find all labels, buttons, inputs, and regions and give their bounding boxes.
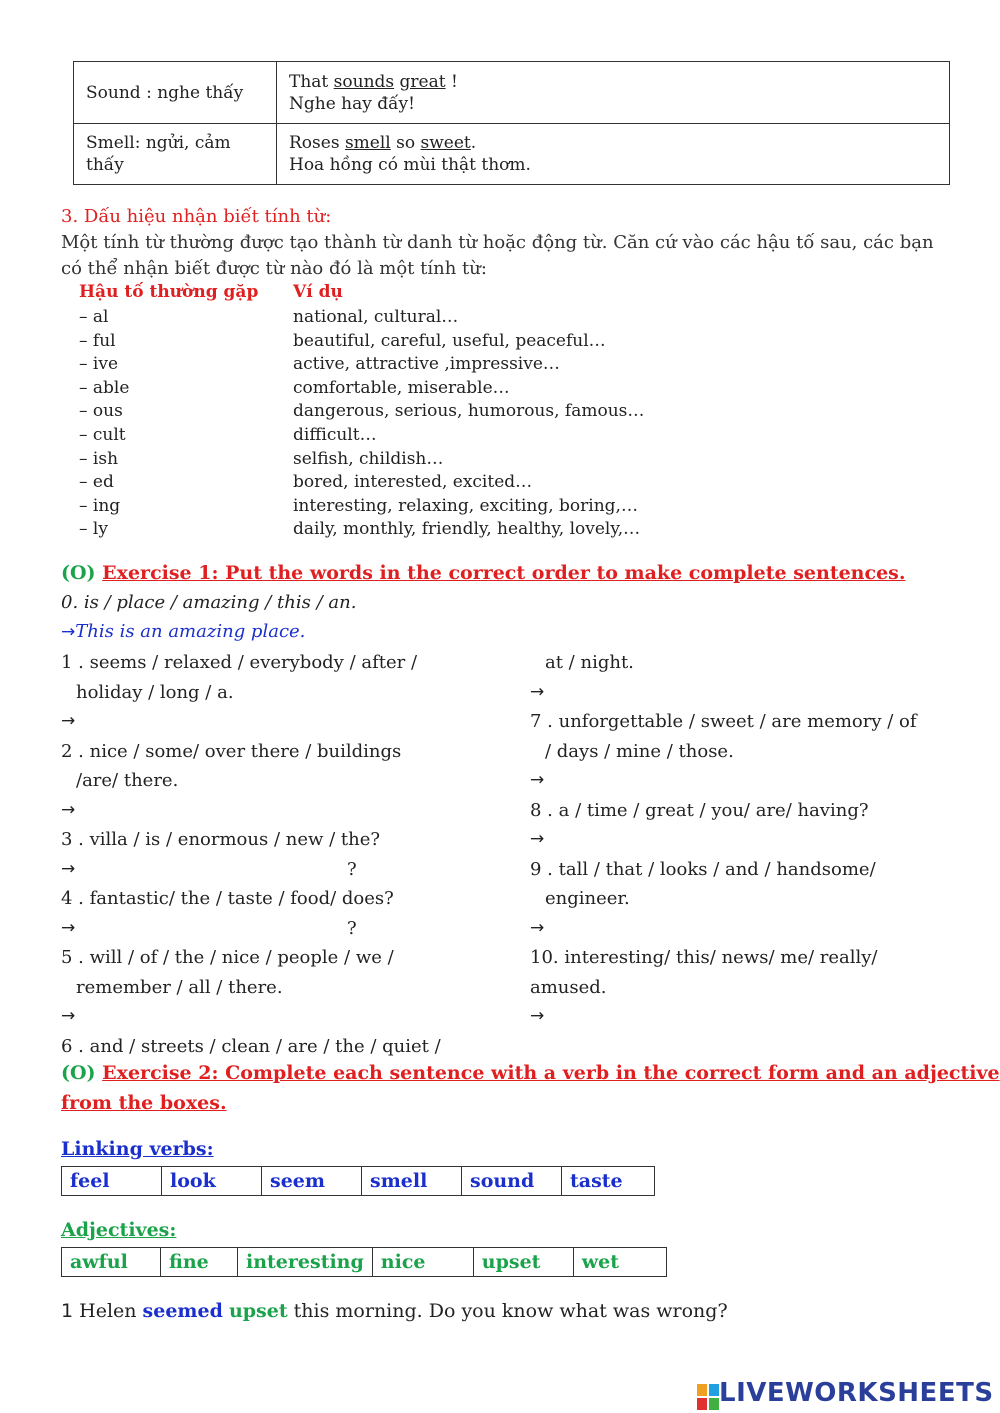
suffix-item: – al (79, 307, 109, 327)
exercise-title-text: Exercise 1: Put the words in the correct order to make complete sentences. (102, 562, 906, 584)
linking-verb-table (73, 61, 950, 185)
example-column-header: Ví dụ (293, 282, 343, 302)
question-10: 10. interesting/ this/ news/ me/ really/ (530, 947, 878, 968)
translation-text: Nghe hay đấy! (289, 93, 415, 114)
exercise2-title (61, 1062, 1000, 1084)
suffix-item: – ed (79, 472, 114, 493)
question-9: 9 . tall / that / looks / and / handsome/ (530, 858, 876, 880)
suffix-column-header: Hậu tố thường gặp (79, 282, 259, 302)
question-1: 1 . seems / relaxed / everybody / after / (61, 652, 418, 673)
suffix-item: – ly (79, 519, 108, 540)
word-cell: fine (161, 1248, 238, 1277)
example-text: . (470, 133, 477, 153)
suffix-item: – ive (79, 354, 119, 375)
example-text: Roses (289, 133, 345, 153)
word-cell: smell (362, 1167, 462, 1196)
exercise2-sentence-1 (61, 1298, 728, 1324)
example-text: That (289, 71, 334, 92)
sentence-text: Helen (73, 1300, 143, 1322)
answer-arrow-icon: → (530, 770, 545, 790)
answer-arrow-icon: → (61, 711, 76, 731)
word-cell: awful (62, 1248, 161, 1277)
adjectives-box (61, 1247, 667, 1277)
question-mark: ? (347, 917, 357, 939)
suffix-examples: dangerous, serious, humorous, famous… (293, 401, 645, 422)
exercise-tag: (O) (61, 1062, 103, 1084)
question-2-cont: /are/ there. (76, 770, 179, 791)
suffix-examples: daily, monthly, friendly, healthy, lovely,… (293, 519, 641, 540)
liveworksheets-logo[interactable] (697, 1378, 994, 1410)
answer-arrow-icon: → (530, 1006, 545, 1026)
answer-arrow-icon: → (530, 681, 545, 702)
section-heading: 3. Dấu hiệu nhận biết tính từ: (61, 206, 332, 227)
exercise-title-text: Exercise 2: Complete each sentence with a verb in the correct form and an adjective (102, 1062, 1000, 1084)
suffix-item: – able (79, 377, 130, 398)
suffix-examples: difficult… (293, 425, 377, 445)
question-6: 6 . and / streets / clean / are / the / quiet / (61, 1035, 441, 1057)
question-4: 4 . fantastic/ the / taste / food/ does? (61, 888, 394, 909)
question-1-cont: holiday / long / a. (76, 681, 234, 703)
question-5-cont: remember / all / there. (76, 976, 283, 998)
answer-arrow-icon: → (530, 917, 545, 938)
question-mark: ? (347, 858, 357, 880)
answer-arrow-icon: → (61, 799, 76, 820)
example-cell (277, 124, 950, 185)
example-cell (277, 62, 950, 124)
example-text: ! (445, 71, 458, 92)
suffix-item: – ful (79, 330, 116, 351)
table-row (74, 62, 950, 124)
sentence-number: 1 (61, 1300, 74, 1322)
example-answer-text: This is an amazing place. (75, 621, 306, 642)
word-cell: seem (262, 1167, 362, 1196)
answer-arrow-icon: → (61, 1006, 76, 1026)
table-row (74, 124, 950, 185)
answer-adjective: upset (228, 1300, 288, 1322)
exercise-tag: (O) (61, 562, 103, 584)
exercise1-title (61, 562, 905, 584)
example-text: so (390, 133, 421, 153)
question-7-cont: / days / mine / those. (545, 740, 734, 762)
suffix-examples: selfish, childish… (293, 448, 444, 469)
answer-arrow-icon: → (61, 917, 76, 938)
linking-verbs-box (61, 1166, 655, 1196)
question-2: 2 . nice / some/ over there / buildings (61, 740, 402, 762)
question-9-cont: engineer. (545, 888, 630, 909)
word-cell: taste (562, 1167, 655, 1196)
question-3: 3 . villa / is / enormous / new / the? (61, 829, 381, 850)
section-paragraph-line: có thể nhận biết được từ nào đó là một tính từ: (61, 258, 487, 279)
word-cell: feel (62, 1167, 162, 1196)
answer-arrow-icon: → (61, 858, 76, 879)
suffix-examples: bored, interested, excited… (293, 472, 533, 493)
arrow-icon: → (61, 622, 76, 642)
suffix-examples: national, cultural… (293, 307, 459, 327)
word-cell: nice (372, 1248, 473, 1277)
word-cell: wet (573, 1248, 666, 1277)
sentence-text: this morning. Do you know what was wrong? (287, 1300, 728, 1322)
suffix-item: – cult (79, 425, 126, 445)
answer-verb: seemed (142, 1300, 223, 1322)
translation-text: Hoa hồng có mùi thật thơm. (289, 155, 531, 175)
suffix-examples: beautiful, careful, useful, peaceful… (293, 330, 606, 351)
suffix-examples: active, attractive ,impressive… (293, 354, 560, 375)
suffix-item: – ous (79, 401, 123, 422)
linking-verbs-label: Linking verbs: (61, 1138, 214, 1160)
answer-arrow-icon: → (530, 829, 545, 849)
word-cell: interesting (238, 1248, 373, 1277)
question-8: 8 . a / time / great / you/ are/ having? (530, 799, 869, 821)
logo-icon (697, 1384, 719, 1410)
word-cell: upset (473, 1248, 573, 1277)
question-10-cont: amused. (530, 976, 607, 998)
word-cell: sound (462, 1167, 562, 1196)
example-answer (61, 621, 305, 642)
suffix-item: – ish (79, 448, 119, 469)
section-paragraph-line: Một tính từ thường được tạo thành từ danh từ hoặc động từ. Căn cứ vào các hậu tố sau, các bạn (61, 232, 934, 253)
underlined-verb: smell (344, 133, 391, 153)
question-7: 7 . unforgettable / sweet / are memory / of (530, 711, 917, 732)
word-cell: look (162, 1167, 262, 1196)
example-question: 0. is / place / amazing / this / an. (61, 592, 357, 613)
verb-cell: Sound : nghe thấy (74, 62, 277, 124)
underlined-adjective: sweet (420, 133, 471, 153)
adjectives-label: Adjectives: (61, 1219, 177, 1241)
suffix-item: – ing (79, 495, 121, 516)
underlined-adjective: great (399, 71, 446, 92)
logo-text: LIVEWORKSHEETS (719, 1378, 994, 1408)
exercise2-title-cont: from the boxes. (61, 1092, 227, 1114)
underlined-verb: sounds (333, 71, 395, 92)
verb-cell: Smell: ngửi, cảm thấy (74, 124, 277, 185)
suffix-examples: interesting, relaxing, exciting, boring,… (293, 495, 638, 516)
question-6-cont: at / night. (545, 652, 634, 673)
question-5: 5 . will / of / the / nice / people / we / (61, 947, 394, 968)
suffix-examples: comfortable, miserable… (293, 377, 510, 398)
